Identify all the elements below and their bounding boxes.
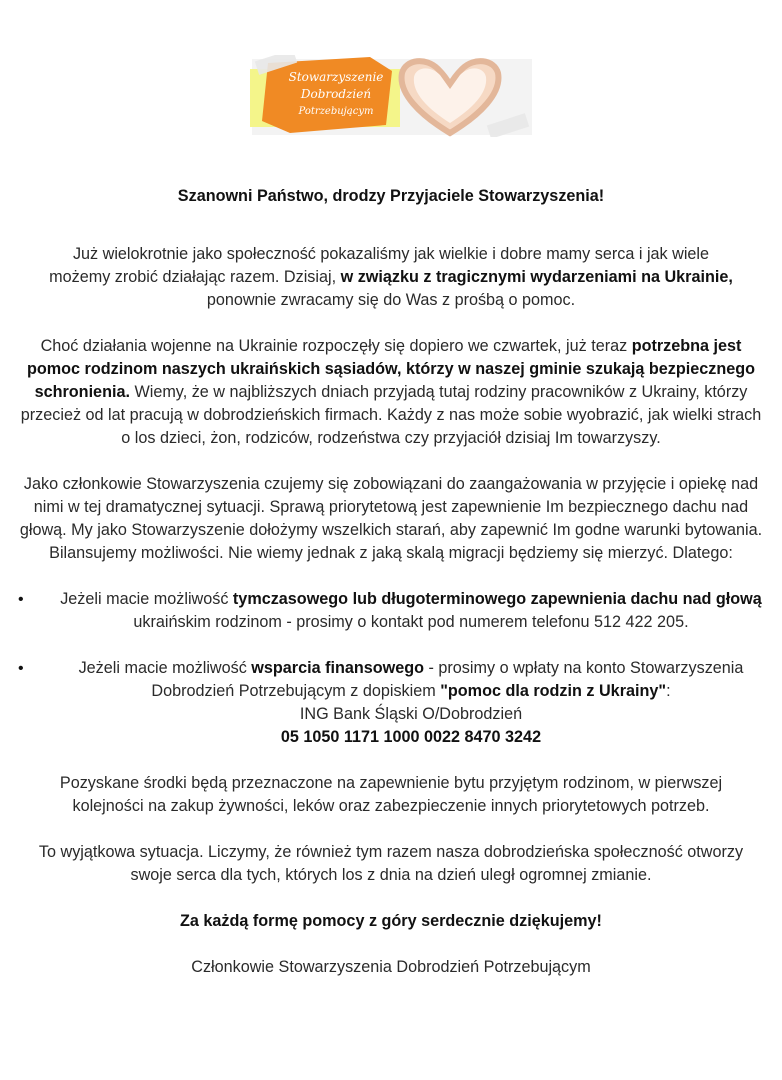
- bullet-marker: •: [18, 591, 24, 608]
- bank-account-number: 05 1050 1171 1000 0022 8470 3242: [280, 728, 542, 746]
- bullet-marker: •: [18, 660, 24, 677]
- paragraph-situation: To wyjątkowa sytuacja. Liczymy, że również tym razem nasza dobrodzieńska społeczność otworzy swoje serca dla tych, których los z dnia na dzień uległ ogromnej zmianie.: [38, 843, 744, 884]
- logo-line-1: Stowarzyszenie: [288, 70, 384, 84]
- thanks-line: Za każdą formę pomocy z góry serdecznie dziękujemy!: [180, 912, 602, 930]
- logo-line-2: Dobrodzień: [300, 87, 372, 101]
- list-item-donation: • Jeżeli macie możliwość wsparcia finansowego - prosimy o wpłaty na konto Stowarzyszenia Dobrodzień Potrzebującym z dopiskiem "pomoc dla rodzin z Ukrainy": ING Bank Śląski O/Dobrodzień 05 1050 1171 1000 0022 8470 3242: [16, 657, 766, 749]
- paragraph-need: Choć działania wojenne na Ukrainie rozpoczęły się dopiero we czwartek, już teraz potrzebna jest pomoc rodzinom naszych ukraińskich sąsiadów, którzy w naszej gminie szukają bezpiecznego schronienia. Wiemy, że w najbliższych dniach przyjadą tutaj rodziny pracowników z Ukrainy, którzy przecież od lat pracują w dobrodzieńskich firmach. Każdy z nas może sobie wyobrazić, jak wielki strach o los dzieci, żon, rodziców, rodzeństwa czy przyjaciół dzisiaj Im towarzyszy.: [20, 337, 762, 447]
- paragraph-intro: Już wielokrotnie jako społeczność pokazaliśmy jak wielkie i dobre mamy serca i jak wiele możemy zrobić działając razem. Dzisiaj, w związku z tragicznymi wydarzeniami na Ukrainie, ponownie zwracamy się do Was z prośbą o pomoc.: [49, 245, 733, 309]
- list-item-housing: • Jeżeli macie możliwość tymczasowego lub długoterminowego zapewnienia dachu nad głową ukraińskim rodzinom - prosimy o kontakt pod numerem telefonu 512 422 205.: [18, 590, 762, 631]
- organization-logo: [250, 55, 535, 137]
- letter-heading: Szanowni Państwo, drodzy Przyjaciele Stowarzyszenia!: [177, 187, 605, 205]
- paragraph-funds: Pozyskane środki będą przeznaczone na zapewnienie bytu przyjętym rodzinom, w pierwszej kolejności na zakup żywności, leków oraz zabezpieczenie innych priorytetowych potrzeb.: [59, 774, 723, 815]
- signature: Członkowie Stowarzyszenia Dobrodzień Potrzebującym: [191, 958, 591, 976]
- logo-line-3: Potrzebującym: [298, 106, 374, 117]
- logo-text: [286, 69, 386, 120]
- letter-body: [16, 185, 766, 979]
- bank-name: ING Bank Śląski O/Dobrodzień: [299, 705, 523, 723]
- paragraph-commitment: Jako członkowie Stowarzyszenia czujemy się zobowiązani do zaangażowania w przyjęcie i opiekę nad nimi w tej dramatycznej sytuacji. Sprawą priorytetową jest zapewnienie Im bezpiecznego dachu nad głową. My jako Stowarzyszenie dołożymy wszelkich starań, aby zapewnić Im godne warunki bytowania. Bilansujemy możliwości. Nie wiemy jednak z jaką skalą migracji będziemy się mierzyć. Dlatego:: [19, 475, 763, 562]
